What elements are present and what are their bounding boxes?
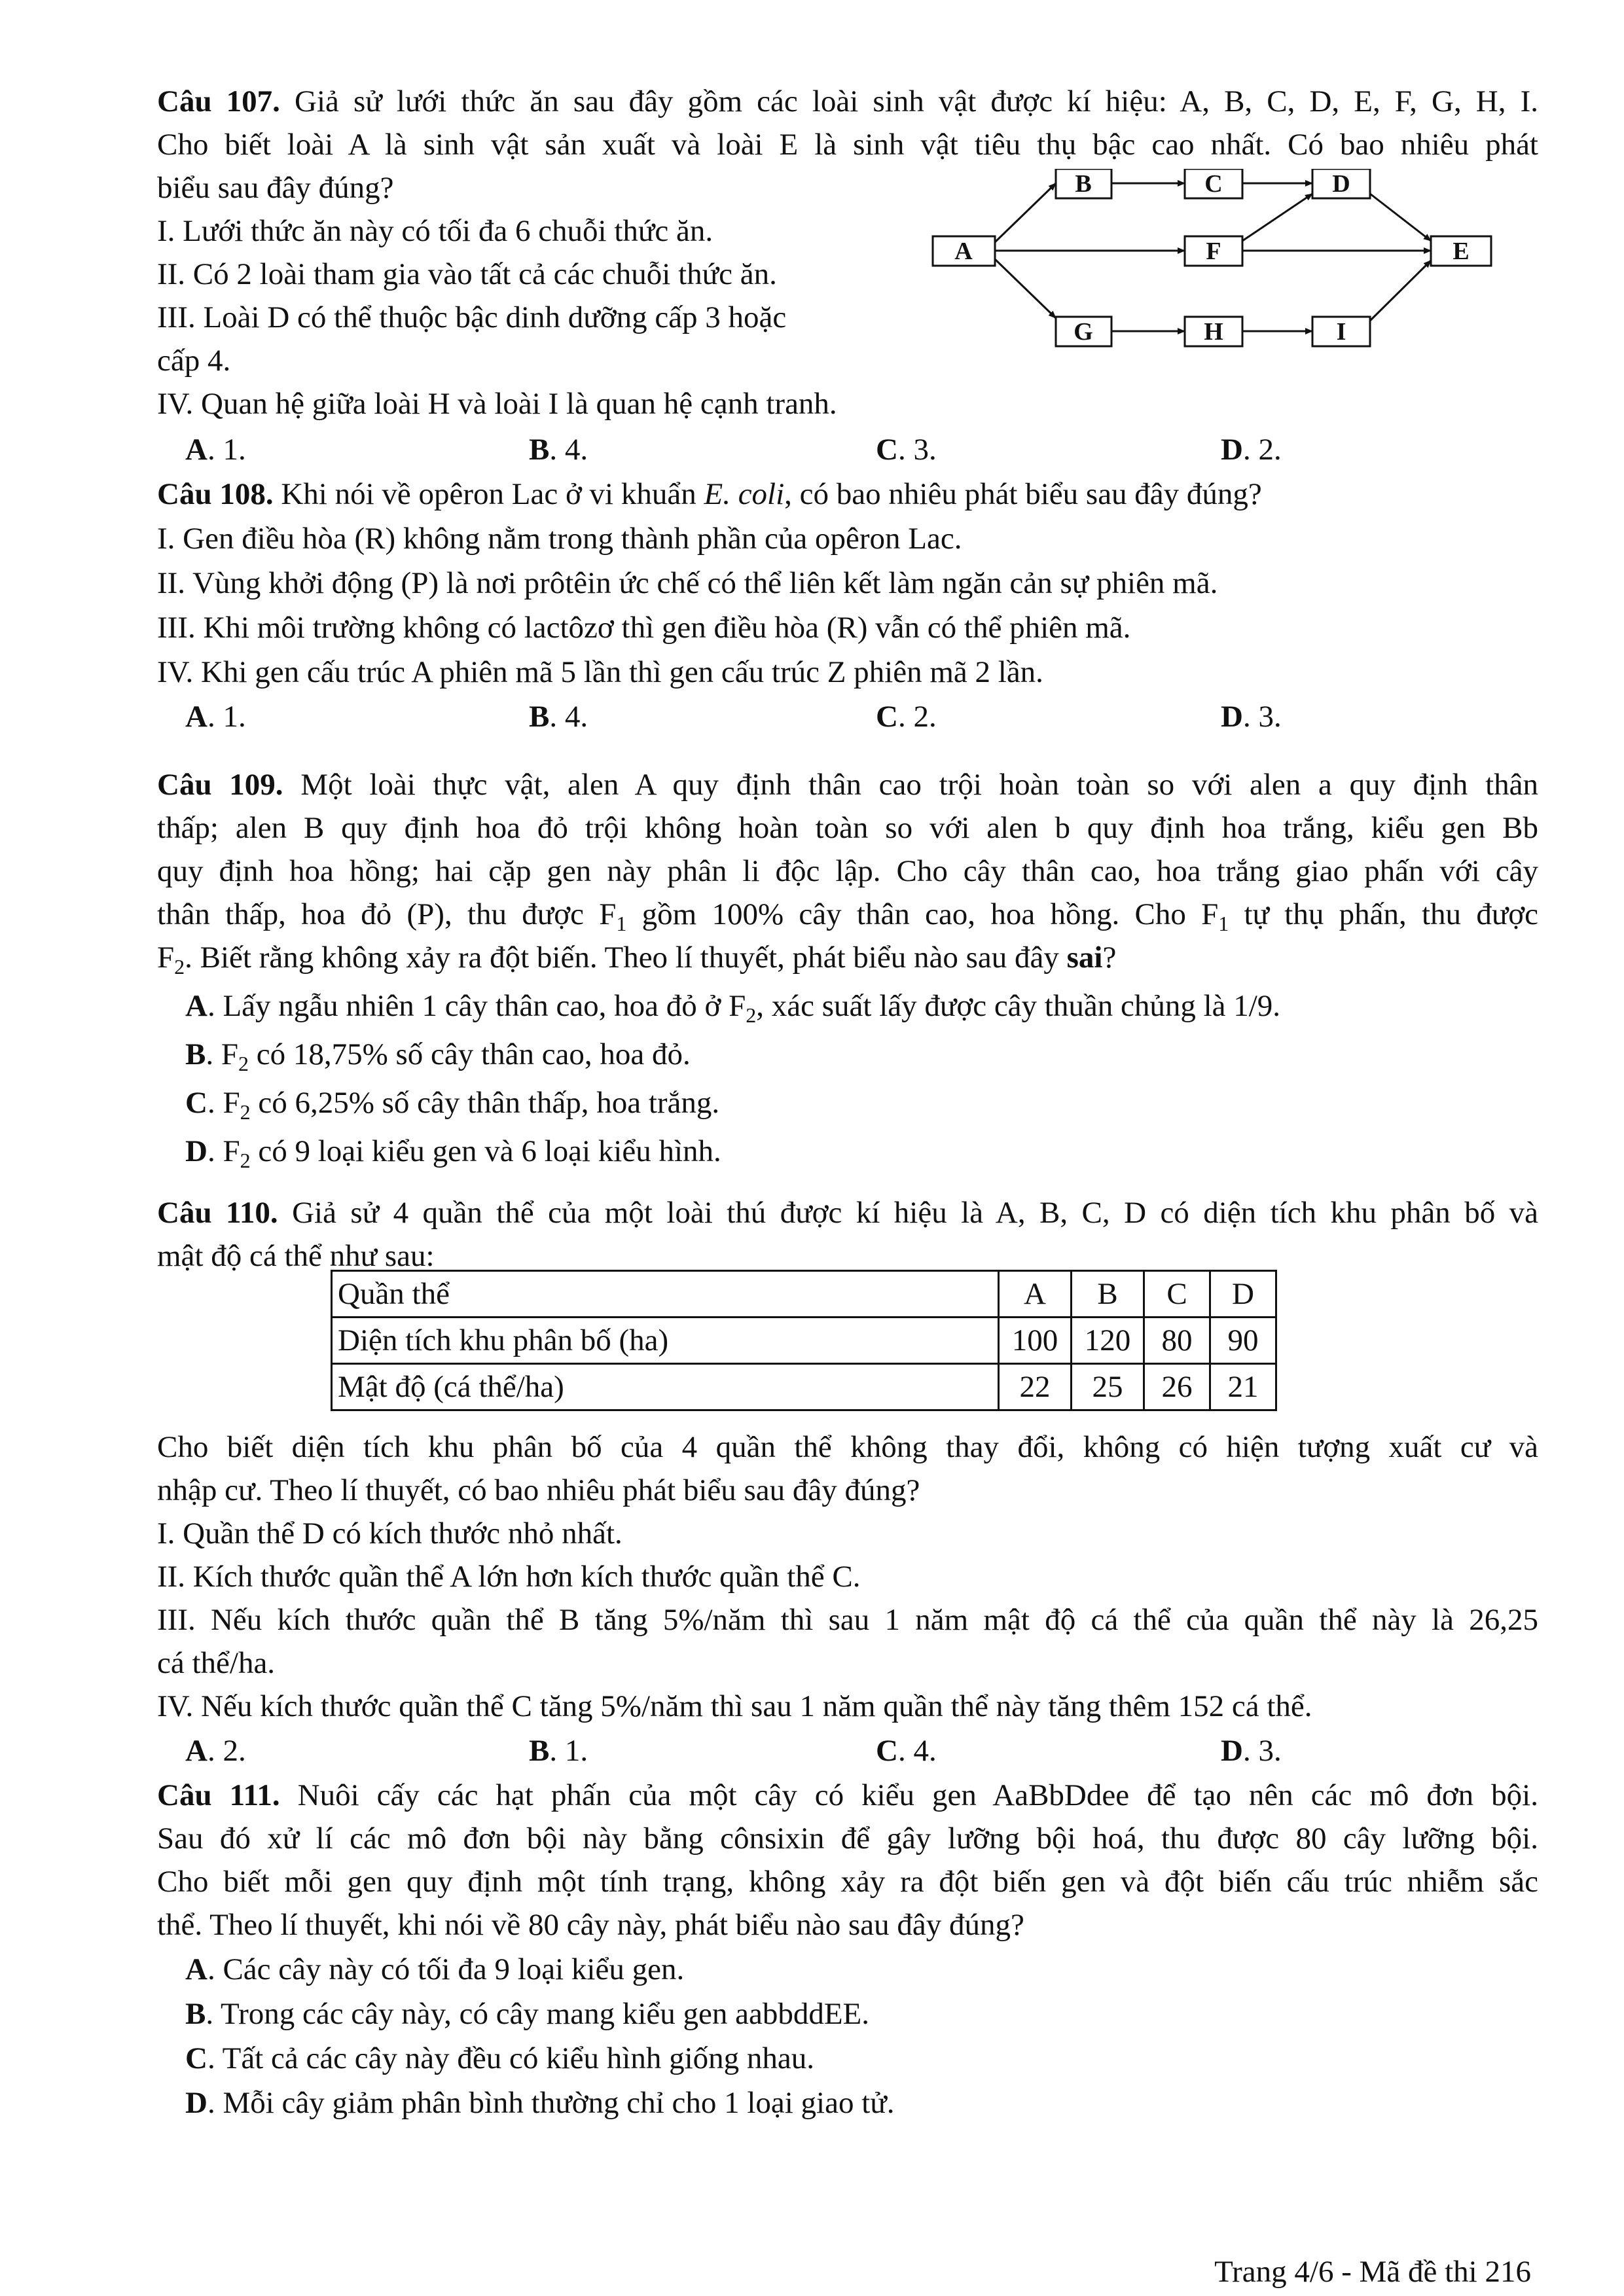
q110-number: Câu 110. bbox=[157, 1196, 278, 1230]
q107-answer-c: C. 3. bbox=[876, 433, 937, 467]
q109-number: Câu 109. bbox=[157, 768, 283, 802]
node-h bbox=[1185, 317, 1242, 346]
q110-line-1: Câu 110. Giả sử 4 quần thể của một loài thú được kí hiệu là A, B, C, D có diện tích khu phân bố và bbox=[157, 1196, 1538, 1230]
q110-answer-c: C. 4. bbox=[876, 1734, 937, 1768]
table-header-cell: A bbox=[999, 1271, 1072, 1318]
q111-option-b: B. Trong các cây này, có cây mang kiểu gen aabbddEE. bbox=[185, 1997, 870, 2031]
table-row bbox=[332, 1364, 1276, 1410]
q110-statement-4: IV. Nếu kích thước quần thể C tăng 5%/năm thì sau 1 năm quần thể này tăng thêm 152 cá thể. bbox=[157, 1689, 1312, 1723]
svg-text:F: F bbox=[1206, 238, 1221, 265]
q111-option-c: C. Tất cả các cây này đều có kiểu hình giống nhau. bbox=[185, 2041, 814, 2075]
table-cell: 26 bbox=[1144, 1364, 1210, 1410]
table-cell: Mật độ (cá thể/ha) bbox=[332, 1364, 999, 1410]
table-cell: 21 bbox=[1210, 1364, 1276, 1410]
q109-line-2: thấp; alen B quy định hoa đỏ trội không hoàn toàn so với alen b quy định hoa trắng, kiểu gen Bb bbox=[157, 811, 1538, 845]
q109-line-4: thân thấp, hoa đỏ (P), thu được $F_1$ gồm 100% cây thân cao, hoa hồng. Cho $F_1$ tự thụ phấn, thu được bbox=[157, 897, 1539, 935]
node-e bbox=[1431, 236, 1491, 266]
q111-line-3: Cho biết mỗi gen quy định một tính trạng, không xảy ra đột biến gen và đột biến cấu trúc nhiễm sắc bbox=[157, 1865, 1538, 1899]
edge-a-g bbox=[995, 259, 1056, 318]
q111-line-1: Câu 111. Nuôi cấy các hạt phấn của một cây có kiểu gen AaBbDdee để tạo nên các mô đơn bội. bbox=[157, 1778, 1538, 1812]
q107-answer-d: D. 2. bbox=[1221, 433, 1282, 467]
node-g bbox=[1056, 317, 1111, 346]
svg-text:I: I bbox=[1336, 318, 1346, 346]
q111-number: Câu 111. bbox=[157, 1778, 280, 1812]
q110-statement-2: II. Kích thước quần thể A lớn hơn kích thước quần thể C. bbox=[157, 1560, 861, 1594]
q111-line-2: Sau đó xử lí các mô đơn bội này bằng cônsixin để gây lưỡng bội hoá, thu được 80 cây lưỡng bội. bbox=[157, 1821, 1538, 1856]
q108-statement-1: I. Gen điều hòa (R) không nằm trong thành phần của opêron Lac. bbox=[157, 522, 962, 556]
table-cell: 25 bbox=[1072, 1364, 1144, 1410]
q109-line-5: $F_2$. Biết rằng không xảy ra đột biến. Theo lí thuyết, phát biểu nào sau đây sai? bbox=[157, 941, 1117, 978]
table-cell: 80 bbox=[1144, 1318, 1210, 1364]
node-d bbox=[1312, 169, 1370, 198]
table-cell: 100 bbox=[999, 1318, 1072, 1364]
q107-answer-a: A. 1. bbox=[185, 433, 246, 467]
population-table bbox=[331, 1270, 1277, 1411]
q110-answer-b: B. 1. bbox=[529, 1734, 588, 1768]
q107-statement-2: II. Có 2 loài tham gia vào tất cả các chuỗi thức ăn. bbox=[157, 257, 777, 291]
edge-d-e bbox=[1370, 194, 1431, 241]
node-f bbox=[1185, 236, 1242, 266]
q107-statement-1: I. Lưới thức ăn này có tối đa 6 chuỗi thức ăn. bbox=[157, 214, 713, 248]
page-footer: Trang 4/6 - Mã đề thi 216 bbox=[1214, 2255, 1531, 2289]
q110-after-2: nhập cư. Theo lí thuyết, có bao nhiêu phát biểu sau đây đúng? bbox=[157, 1473, 920, 1507]
q108-statement-4: IV. Khi gen cấu trúc A phiên mã 5 lần thì gen cấu trúc Z phiên mã 2 lần. bbox=[157, 655, 1043, 689]
q107-statement-3b: cấp 4. bbox=[157, 344, 231, 378]
q107-line-3: biểu sau đây đúng? bbox=[157, 171, 394, 205]
q107-line-2: Cho biết loài A là sinh vật sản xuất và loài E là sinh vật tiêu thụ bậc cao nhất. Có bao nhiêu phát bbox=[157, 128, 1538, 162]
table-cell: Diện tích khu phân bố (ha) bbox=[332, 1318, 999, 1364]
node-b bbox=[1056, 169, 1111, 198]
q110-statement-3b: cá thể/ha. bbox=[157, 1646, 276, 1680]
svg-text:G: G bbox=[1074, 318, 1093, 346]
q107-number: Câu 107. bbox=[157, 84, 280, 118]
q111-option-d: D. Mỗi cây giảm phân bình thường chỉ cho 1 loại giao tử. bbox=[185, 2086, 895, 2120]
q109-line-1: Câu 109. Một loài thực vật, alen A quy định thân cao trội hoàn toàn so với alen a quy định thân bbox=[157, 768, 1538, 802]
table-header-cell: C bbox=[1144, 1271, 1210, 1318]
node-i bbox=[1312, 317, 1370, 346]
food-web-diagram bbox=[923, 169, 1525, 365]
q108-statement-2: II. Vùng khởi động (P) là nơi prôtêin ức chế có thể liên kết làm ngăn cản sự phiên mã. bbox=[157, 566, 1218, 600]
q111-option-a: A. Các cây này có tối đa 9 loại kiểu gen. bbox=[185, 1952, 685, 1986]
q107-answer-b: B. 4. bbox=[529, 433, 588, 467]
table-header-cell: Quần thể bbox=[332, 1271, 999, 1318]
q110-after-1: Cho biết diện tích khu phân bố của 4 quần thể không thay đổi, không có hiện tượng xuất cư và bbox=[157, 1430, 1538, 1464]
svg-text:H: H bbox=[1204, 318, 1223, 346]
q107-statement-3a: III. Loài D có thể thuộc bậc dinh dưỡng cấp 3 hoặc bbox=[157, 300, 787, 334]
node-a bbox=[933, 236, 995, 266]
q108-statement-3: III. Khi môi trường không có lactôzơ thì gen điều hòa (R) vẫn có thể phiên mã. bbox=[157, 611, 1131, 645]
edge-f-d bbox=[1242, 194, 1312, 241]
q108-line-1: Câu 108. Khi nói về opêron Lac ở vi khuẩn E. coli, có bao nhiêu phát biểu sau đây đúng? bbox=[157, 477, 1262, 511]
table-header-cell: B bbox=[1072, 1271, 1144, 1318]
svg-text:E: E bbox=[1453, 238, 1470, 265]
table-cell: 90 bbox=[1210, 1318, 1276, 1364]
edge-i-e bbox=[1370, 260, 1431, 321]
q108-answer-c: C. 2. bbox=[876, 700, 937, 734]
q110-statement-1: I. Quần thể D có kích thước nhỏ nhất. bbox=[157, 1516, 623, 1551]
q108-answer-d: D. 3. bbox=[1221, 700, 1282, 734]
q109-option-a: A. Lấy ngẫu nhiên 1 cây thân cao, hoa đỏ ở $F_2$, xác suất lấy được cây thuần chủng là 1/9. bbox=[185, 989, 1281, 1027]
q109-option-c: C. $F_2$ có 6,25% số cây thân thấp, hoa trắng. bbox=[185, 1086, 720, 1124]
table-header-row bbox=[332, 1271, 1276, 1318]
q110-line-2: mật độ cá thể như sau: bbox=[157, 1239, 435, 1273]
q108-answer-b: B. 4. bbox=[529, 700, 588, 734]
q109-line-3: quy định hoa hồng; hai cặp gen này phân li độc lập. Cho cây thân cao, hoa trắng giao phấn với cây bbox=[157, 854, 1538, 888]
q109-option-d: D. $F_2$ có 9 loại kiểu gen và 6 loại kiểu hình. bbox=[185, 1134, 721, 1172]
node-c bbox=[1185, 169, 1242, 198]
table-row bbox=[332, 1318, 1276, 1364]
table-header-cell: D bbox=[1210, 1271, 1276, 1318]
q108-answer-a: A. 1. bbox=[185, 700, 246, 734]
q110-answer-a: A. 2. bbox=[185, 1734, 246, 1768]
q107-line-1: Câu 107. Giả sử lưới thức ăn sau đây gồm các loài sinh vật được kí hiệu: A, B, C, D, E, F, G, H, I. bbox=[157, 84, 1538, 118]
svg-text:A: A bbox=[954, 238, 973, 265]
table-cell: 22 bbox=[999, 1364, 1072, 1410]
svg-text:C: C bbox=[1204, 170, 1223, 198]
q109-option-b: B. $F_2$ có 18,75% số cây thân cao, hoa đỏ. bbox=[185, 1037, 691, 1075]
q111-line-4: thể. Theo lí thuyết, khi nói về 80 cây này, phát biểu nào sau đây đúng? bbox=[157, 1908, 1024, 1942]
edge-a-b bbox=[995, 183, 1056, 242]
q110-statement-3a: III. Nếu kích thước quần thể B tăng 5%/năm thì sau 1 năm mật độ cá thể của quần thể này là 26,25 bbox=[157, 1603, 1538, 1637]
svg-text:B: B bbox=[1075, 170, 1092, 198]
q107-statement-4: IV. Quan hệ giữa loài H và loài I là quan hệ cạnh tranh. bbox=[157, 387, 837, 421]
table-cell: 120 bbox=[1072, 1318, 1144, 1364]
q108-number: Câu 108. bbox=[157, 477, 274, 511]
q110-answer-d: D. 3. bbox=[1221, 1734, 1282, 1768]
svg-text:D: D bbox=[1332, 170, 1350, 198]
